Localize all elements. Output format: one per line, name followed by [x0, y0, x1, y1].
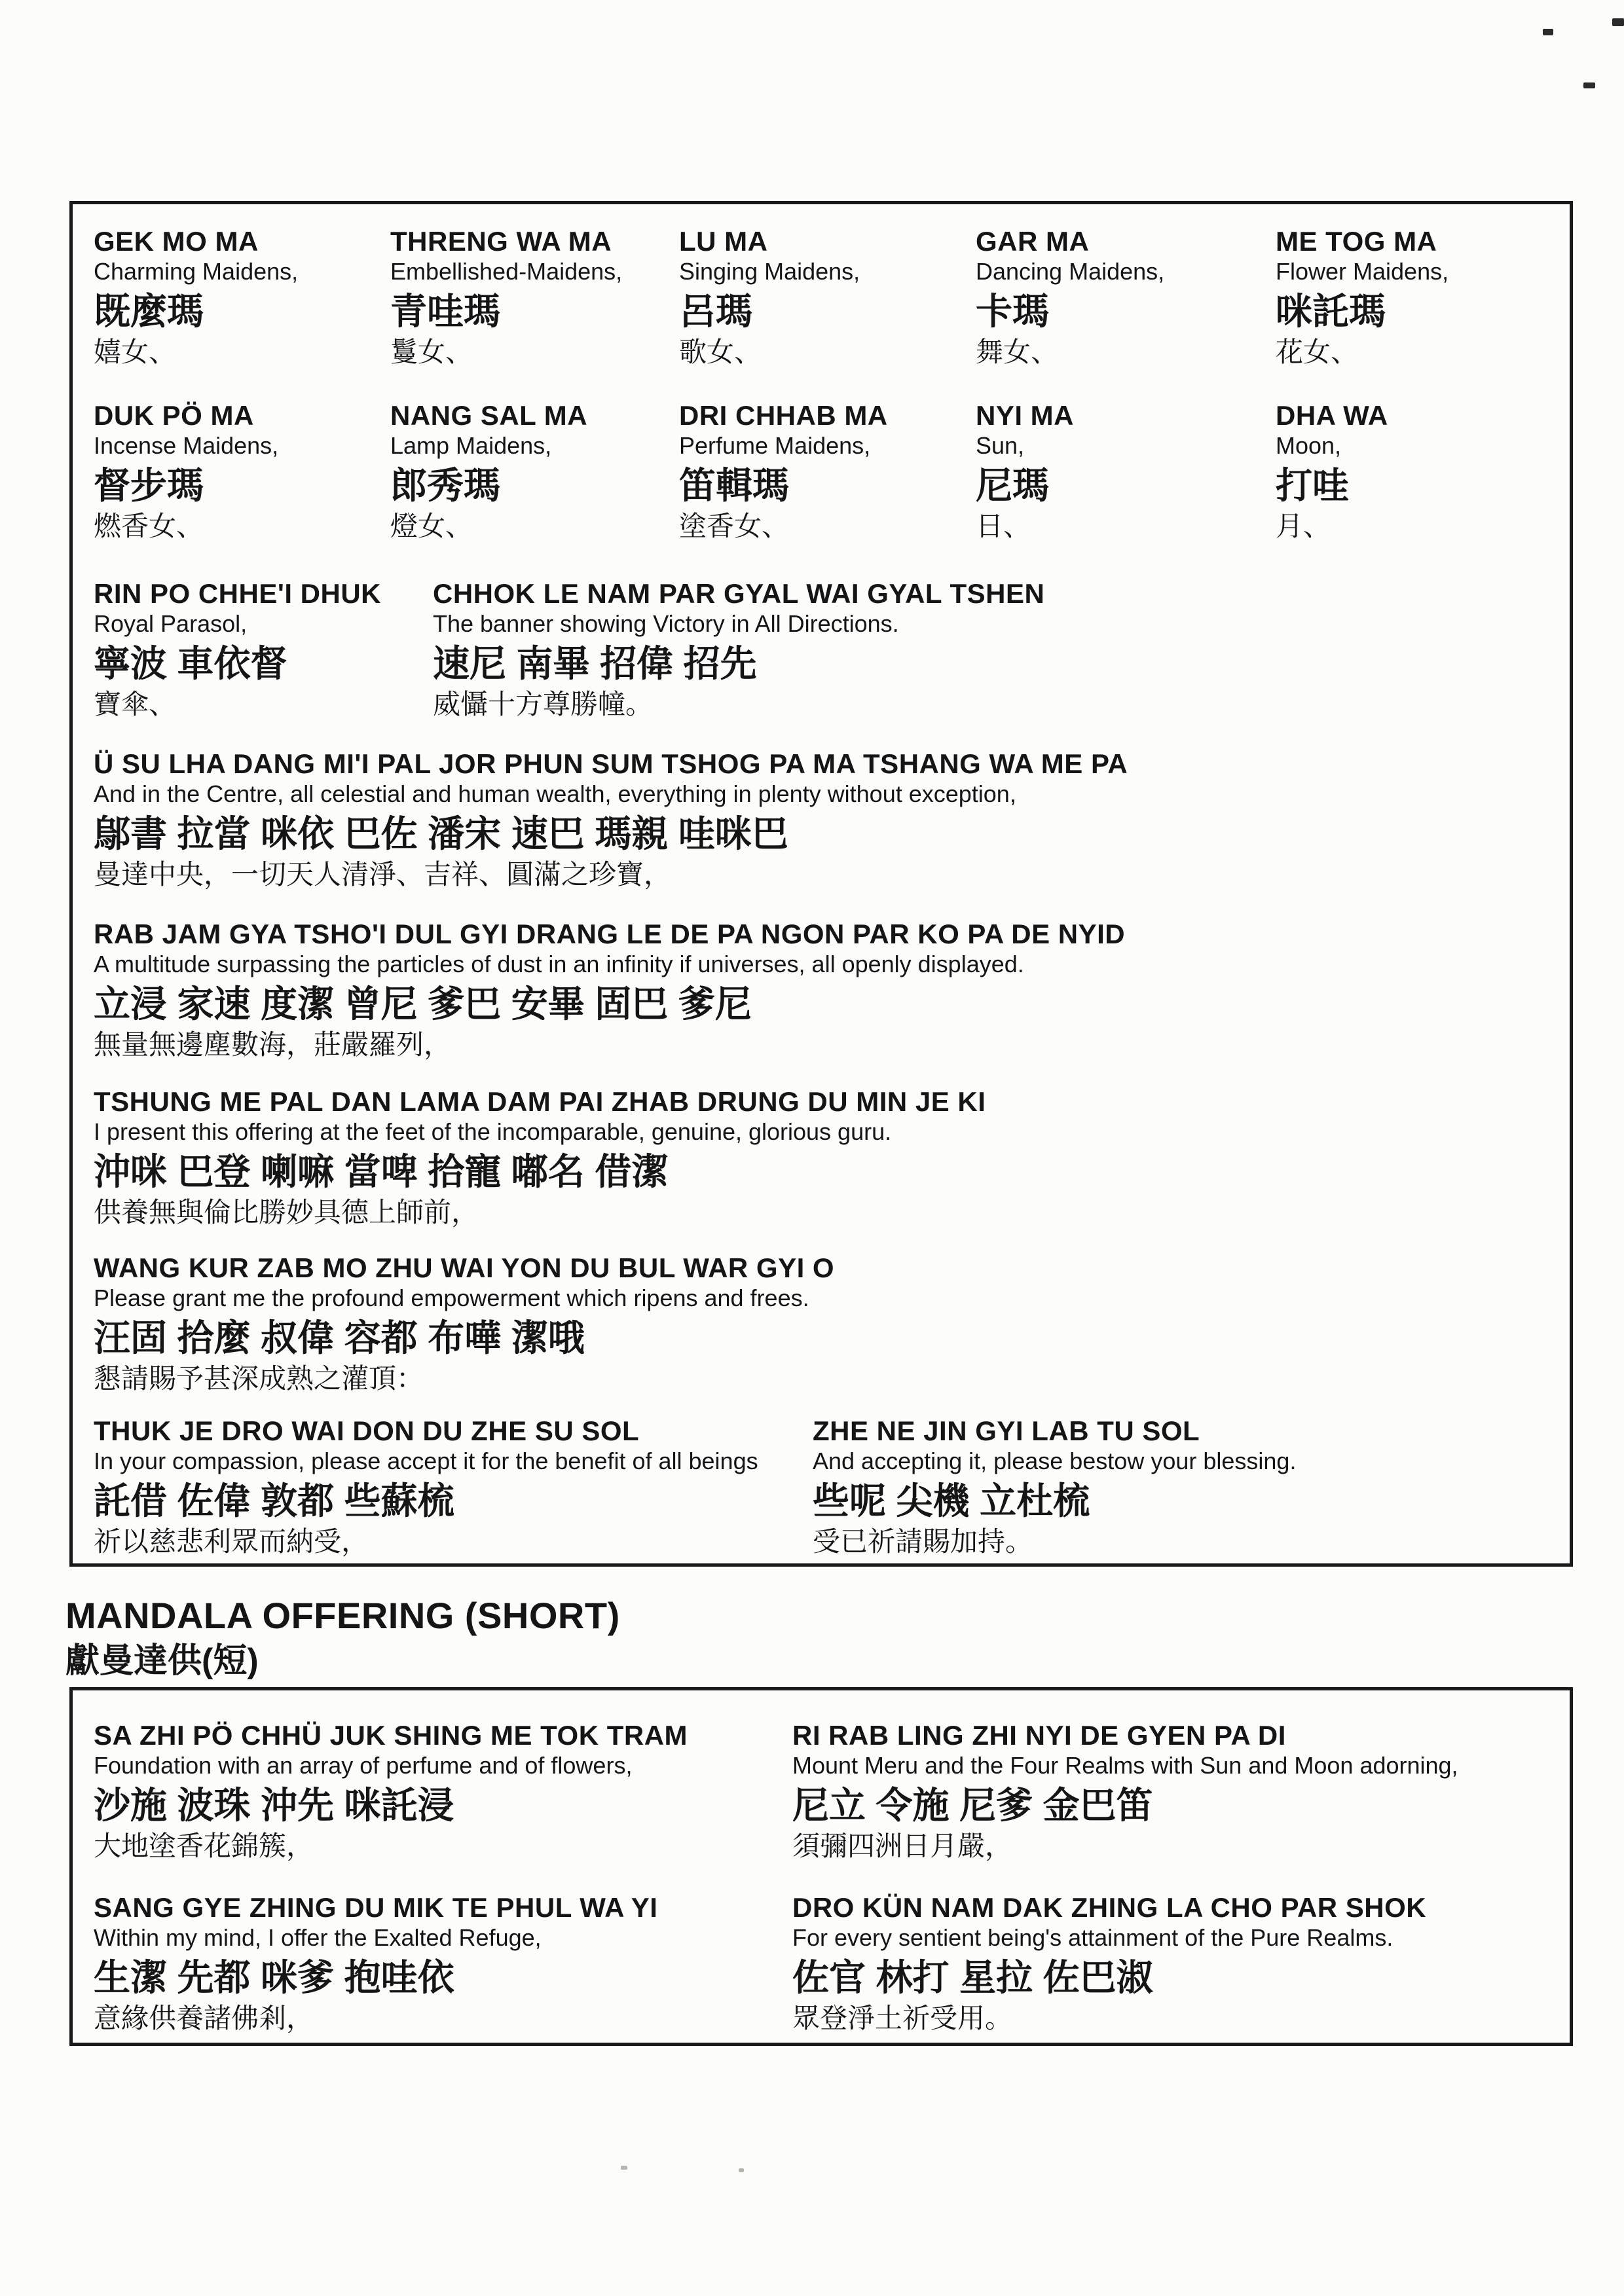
english-translation: And in the Centre, all celestial and human wealth, everything in plenty without exception,: [94, 780, 1016, 807]
english-translation: Lamp Maidens,: [390, 432, 552, 459]
section-title-english: MANDALA OFFERING (SHORT): [65, 1595, 620, 1636]
phonetic-title: CHHOK LE NAM PAR GYAL WAI GYAL TSHEN: [433, 578, 1045, 609]
scan-speck: [1612, 18, 1624, 26]
verse-entry-ri-rab: [792, 1720, 1552, 1864]
english-translation: Embellished-Maidens,: [390, 258, 623, 285]
chinese-meaning: 受已祈請賜加持。: [813, 1526, 1033, 1557]
phonetic-title: NYI MA: [976, 400, 1074, 431]
chinese-phonetic: 寧波 車依督: [94, 643, 287, 684]
chinese-phonetic: 笛輯瑪: [679, 465, 789, 506]
english-translation: Moon,: [1276, 432, 1342, 459]
chinese-phonetic: 尼瑪: [976, 465, 1049, 506]
maiden-entry-me-tog-ma: [1276, 226, 1551, 370]
phonetic-title: RI RAB LING ZHI NYI DE GYEN PA DI: [792, 1720, 1286, 1751]
english-translation: Perfume Maidens,: [679, 432, 871, 459]
chinese-meaning: 無量無邊塵數海，莊嚴羅列，: [94, 1029, 452, 1060]
chinese-phonetic: 尼立 令施 尼爹 金巴笛: [792, 1785, 1153, 1826]
phonetic-title: RIN PO CHHE'I DHUK: [94, 578, 382, 609]
english-translation: Dancing Maidens,: [976, 258, 1165, 285]
phonetic-title: ZHE NE JIN GYI LAB TU SOL: [813, 1415, 1200, 1446]
english-translation: Incense Maidens,: [94, 432, 279, 459]
maiden-entry-duk-po-ma: [94, 400, 382, 544]
chinese-phonetic: 速尼 南畢 招偉 招先: [433, 643, 757, 684]
scan-speck: [1583, 82, 1595, 88]
phonetic-title: ME TOG MA: [1276, 226, 1437, 257]
phonetic-title: DUK PÖ MA: [94, 400, 254, 431]
chinese-meaning: 月、: [1276, 511, 1331, 541]
verse-entry-wang-kur: [94, 1252, 1547, 1396]
maiden-entry-dri-chhab-ma: [679, 400, 967, 544]
short-mandala-box: [69, 1687, 1573, 2046]
chinese-meaning: 塗香女、: [679, 511, 790, 541]
chinese-phonetic: 立浸 家速 度潔 曾尼 爹巴 安畢 固巴 爹尼: [94, 983, 752, 1025]
verse-entry-tshung-me: [94, 1086, 1547, 1230]
chinese-meaning: 燈女、: [390, 511, 473, 541]
english-translation: Sun,: [976, 432, 1025, 459]
phonetic-title: SANG GYE ZHING DU MIK TE PHUL WA YI: [94, 1892, 658, 1923]
chinese-meaning: 歌女、: [679, 337, 762, 367]
verse-entry-rab-jam: [94, 919, 1547, 1063]
english-translation: Flower Maidens,: [1276, 258, 1449, 285]
phonetic-title: RAB JAM GYA TSHO'I DUL GYI DRANG LE DE PA NGON PAR KO PA DE NYID: [94, 919, 1126, 949]
chinese-phonetic: 沖咪 巴登 喇嘛 當啤 拾寵 嘟名 借潔: [94, 1151, 669, 1192]
chinese-phonetic: 青哇瑪: [390, 291, 500, 332]
maiden-entry-dha-wa: [1276, 400, 1551, 544]
verse-entry-u-su: [94, 748, 1547, 892]
phonetic-title: LU MA: [679, 226, 768, 257]
english-translation: Please grant me the profound empowerment which ripens and frees.: [94, 1285, 809, 1311]
offering-liturgy-box: [69, 201, 1573, 1567]
phonetic-title: TSHUNG ME PAL DAN LAMA DAM PAI ZHAB DRUNG DU MIN JE KI: [94, 1086, 986, 1117]
chinese-meaning: 寶傘、: [94, 689, 177, 720]
english-translation: Within my mind, I offer the Exalted Refuge,: [94, 1924, 542, 1951]
chinese-phonetic: 既麼瑪: [94, 291, 204, 332]
english-translation: Royal Parasol,: [94, 610, 248, 637]
english-translation: For every sentient being's attainment of the Pure Realms.: [792, 1924, 1393, 1951]
chinese-phonetic: 督步瑪: [94, 465, 204, 506]
phonetic-title: WANG KUR ZAB MO ZHU WAI YON DU BUL WAR GYI O: [94, 1252, 835, 1283]
english-translation: In your compassion, please accept it for the benefit of all beings: [94, 1448, 758, 1474]
chinese-meaning: 鬘女、: [390, 337, 473, 367]
verse-entry-zhe-ne: [813, 1415, 1546, 1559]
english-translation: Singing Maidens,: [679, 258, 860, 285]
section-title-chinese: 獻曼達供(短): [65, 1642, 259, 1680]
phonetic-title: DRO KÜN NAM DAK ZHING LA CHO PAR SHOK: [792, 1892, 1427, 1923]
phonetic-title: NANG SAL MA: [390, 400, 588, 431]
phonetic-title: THRENG WA MA: [390, 226, 612, 257]
maiden-entry-gek-mo-ma: [94, 226, 382, 370]
phonetic-title: SA ZHI PÖ CHHÜ JUK SHING ME TOK TRAM: [94, 1720, 688, 1751]
maiden-entry-nang-sal-ma: [390, 400, 678, 544]
maiden-entry-lu-ma: [679, 226, 967, 370]
phonetic-title: GAR MA: [976, 226, 1090, 257]
maiden-entry-gar-ma: [976, 226, 1264, 370]
chinese-meaning: 供養無與倫比勝妙具德上師前，: [94, 1197, 479, 1228]
chinese-phonetic: 呂瑪: [679, 291, 752, 332]
chinese-phonetic: 郎秀瑪: [390, 465, 500, 506]
scan-speck: [1543, 29, 1553, 35]
phonetic-title: THUK JE DRO WAI DON DU ZHE SU SOL: [94, 1415, 640, 1446]
english-translation: The banner showing Victory in All Directions.: [433, 610, 899, 637]
chinese-meaning: 嬉女、: [94, 337, 177, 367]
chinese-meaning: 日、: [976, 511, 1031, 541]
chinese-meaning: 眾登淨土祈受用。: [792, 2003, 1013, 2033]
chinese-phonetic: 託借 佐偉 敦都 些蘇梳: [94, 1480, 454, 1522]
scan-speck: [621, 2166, 627, 2170]
verse-entry-rin-po-chhei-dhuk: [94, 578, 421, 722]
chinese-meaning: 威懾十方尊勝幢。: [433, 689, 654, 720]
chinese-meaning: 大地塗香花錦簇，: [94, 1831, 314, 1861]
verse-entry-sang-gye: [94, 1892, 775, 2036]
chinese-meaning: 曼達中央，一切天人清淨、吉祥、圓滿之珍寶，: [94, 859, 672, 890]
chinese-meaning: 祈以慈悲利眾而納受，: [94, 1526, 369, 1557]
english-translation: Charming Maidens,: [94, 258, 299, 285]
verse-entry-dro-kun: [792, 1892, 1552, 2036]
phonetic-title: DRI CHHAB MA: [679, 400, 888, 431]
chinese-phonetic: 汪固 拾麼 叔偉 容都 布嘩 潔哦: [94, 1317, 585, 1358]
chinese-phonetic: 鄔書 拉當 咪依 巴佐 潘宋 速巴 瑪親 哇咪巴: [94, 813, 788, 854]
maiden-entry-nyi-ma: [976, 400, 1264, 544]
scan-speck: [739, 2168, 744, 2172]
verse-entry-thuk-je: [94, 1415, 788, 1559]
chinese-phonetic: 沙施 波珠 沖先 咪託浸: [94, 1785, 454, 1826]
chinese-phonetic: 些呢 尖機 立杜梳: [813, 1480, 1090, 1522]
phonetic-title: GEK MO MA: [94, 226, 259, 257]
chinese-meaning: 須彌四洲日月嚴，: [792, 1831, 1013, 1861]
verse-entry-sa-zhi: [94, 1720, 775, 1864]
chinese-meaning: 舞女、: [976, 337, 1059, 367]
english-translation: And accepting it, please bestow your blessing.: [813, 1448, 1297, 1474]
chinese-phonetic: 生潔 先都 咪爹 抱哇依: [94, 1957, 454, 1998]
english-translation: Mount Meru and the Four Realms with Sun and Moon adorning,: [792, 1752, 1458, 1779]
phonetic-title: DHA WA: [1276, 400, 1388, 431]
english-translation: Foundation with an array of perfume and of flowers,: [94, 1752, 633, 1779]
chinese-meaning: 花女、: [1276, 337, 1359, 367]
maiden-entry-threng-wa-ma: [390, 226, 678, 370]
chinese-phonetic: 咪託瑪: [1276, 291, 1386, 332]
chinese-meaning: 懇請賜予甚深成熟之灌頂：: [94, 1363, 424, 1394]
phonetic-title: Ü SU LHA DANG MI'I PAL JOR PHUN SUM TSHOG PA MA TSHANG WA ME PA: [94, 748, 1128, 779]
chinese-meaning: 意緣供養諸佛剎，: [94, 2003, 314, 2033]
english-translation: I present this offering at the feet of the incomparable, genuine, glorious guru.: [94, 1118, 892, 1145]
verse-entry-chhok-le: [433, 578, 1546, 722]
section-heading: [65, 1596, 620, 1680]
chinese-phonetic: 卡瑪: [976, 291, 1049, 332]
chinese-phonetic: 打哇: [1276, 465, 1349, 506]
english-translation: A multitude surpassing the particles of dust in an infinity if universes, all openly displayed.: [94, 951, 1024, 977]
chinese-meaning: 燃香女、: [94, 511, 204, 541]
chinese-phonetic: 佐官 林打 星拉 佐巴淑: [792, 1957, 1153, 1998]
